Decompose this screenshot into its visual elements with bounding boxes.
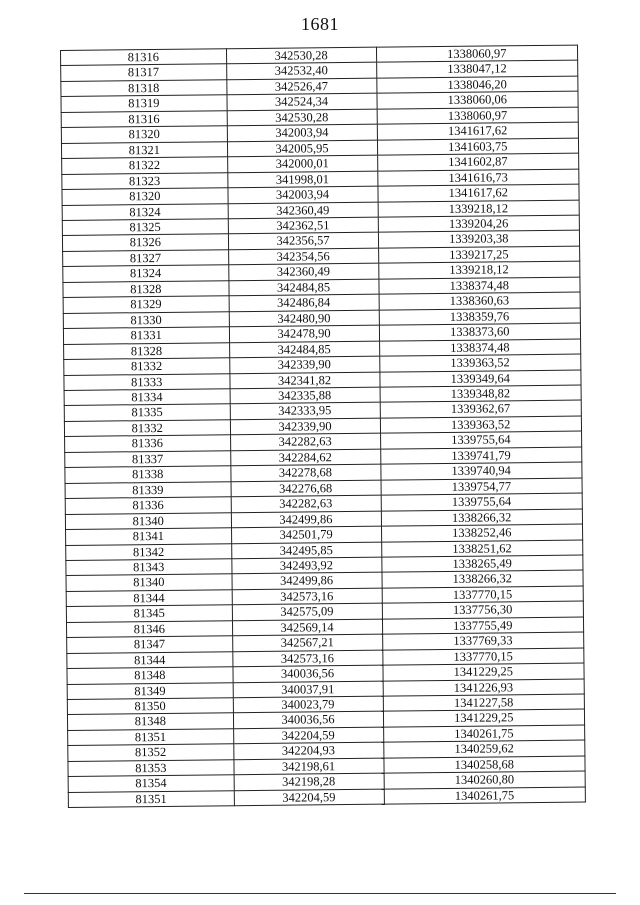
x-coordinate-cell: 340036,56 (233, 712, 383, 729)
point-number-cell: 81353 (68, 760, 234, 777)
point-number-cell: 81333 (64, 373, 230, 390)
y-coordinate-cell: 1338360,63 (379, 292, 581, 310)
x-coordinate-cell: 342499,86 (232, 573, 382, 590)
x-coordinate-cell: 342486,84 (229, 294, 379, 311)
x-coordinate-cell: 342333,95 (230, 403, 380, 420)
x-coordinate-cell: 340037,91 (233, 681, 383, 698)
x-coordinate-cell: 342278,68 (230, 464, 380, 481)
point-number-cell: 81350 (67, 698, 233, 715)
point-number-cell: 81339 (65, 481, 231, 498)
point-number-cell: 81332 (64, 358, 230, 375)
x-coordinate-cell: 342362,51 (228, 217, 378, 234)
point-number-cell: 81345 (66, 605, 232, 622)
y-coordinate-cell: 1340259,62 (383, 740, 585, 758)
x-coordinate-cell: 340036,56 (233, 665, 383, 682)
x-coordinate-cell: 342526,47 (226, 78, 376, 95)
x-coordinate-cell: 342198,61 (233, 758, 383, 775)
point-number-cell: 81348 (67, 667, 233, 684)
point-number-cell: 81347 (67, 636, 233, 653)
point-number-cell: 81334 (64, 389, 230, 406)
y-coordinate-cell: 1338266,32 (381, 570, 583, 588)
y-coordinate-cell: 1339741,79 (380, 447, 582, 465)
y-coordinate-cell: 1338374,48 (378, 277, 580, 295)
y-coordinate-cell: 1338060,97 (376, 45, 578, 63)
point-number-cell: 81320 (61, 126, 227, 143)
y-coordinate-cell: 1338252,46 (381, 524, 583, 542)
x-coordinate-cell: 342501,79 (231, 526, 381, 543)
y-coordinate-cell: 1339755,64 (380, 431, 582, 449)
point-number-cell: 81341 (66, 528, 232, 545)
y-coordinate-cell: 1338359,76 (379, 308, 581, 326)
y-coordinate-cell: 1340260,80 (384, 771, 586, 789)
coordinates-table-body (61, 45, 586, 808)
y-coordinate-cell: 1341617,62 (377, 122, 579, 140)
x-coordinate-cell: 342204,59 (233, 727, 383, 744)
y-coordinate-cell: 1338266,32 (381, 509, 583, 527)
point-number-cell: 81344 (66, 590, 232, 607)
y-coordinate-cell: 1341602,87 (377, 153, 579, 171)
point-number-cell: 81318 (61, 80, 227, 97)
point-number-cell: 81326 (62, 234, 228, 251)
x-coordinate-cell: 342354,56 (228, 248, 378, 265)
y-coordinate-cell: 1341226,93 (383, 679, 585, 697)
y-coordinate-cell: 1340261,75 (384, 787, 586, 805)
x-coordinate-cell: 342480,90 (229, 310, 379, 327)
x-coordinate-cell: 342530,28 (227, 109, 377, 126)
x-coordinate-cell: 342484,85 (228, 279, 378, 296)
point-number-cell: 81351 (68, 729, 234, 746)
x-coordinate-cell: 342575,09 (232, 603, 382, 620)
point-number-cell: 81340 (65, 512, 231, 529)
point-number-cell: 81337 (65, 451, 231, 468)
y-coordinate-cell: 1337770,15 (382, 648, 584, 666)
bottom-rule (24, 893, 616, 894)
y-coordinate-cell: 1338265,49 (381, 555, 583, 573)
y-coordinate-cell: 1337756,30 (382, 601, 584, 619)
x-coordinate-cell: 342005,95 (227, 140, 377, 157)
point-number-cell: 81321 (61, 141, 227, 158)
x-coordinate-cell: 342524,34 (227, 94, 377, 111)
x-coordinate-cell: 342495,85 (231, 542, 381, 559)
point-number-cell: 81351 (68, 790, 234, 807)
y-coordinate-cell: 1340258,68 (383, 756, 585, 774)
point-number-cell: 81336 (65, 435, 231, 452)
point-number-cell: 81319 (61, 95, 227, 112)
y-coordinate-cell: 1339348,82 (380, 385, 582, 403)
y-coordinate-cell: 1339204,26 (378, 215, 580, 233)
y-coordinate-cell: 1338060,97 (377, 107, 579, 125)
y-coordinate-cell: 1338060,06 (376, 91, 578, 109)
point-number-cell: 81340 (66, 574, 232, 591)
x-coordinate-cell: 342341,82 (229, 372, 379, 389)
x-coordinate-cell: 342339,90 (229, 356, 379, 373)
point-number-cell: 81316 (61, 49, 227, 66)
point-number-cell: 81324 (63, 265, 229, 282)
x-coordinate-cell: 342532,40 (226, 63, 376, 80)
x-coordinate-cell: 342530,28 (226, 47, 376, 64)
x-coordinate-cell: 342499,86 (231, 511, 381, 528)
point-number-cell: 81332 (64, 420, 230, 437)
point-number-cell: 81328 (63, 281, 229, 298)
point-number-cell: 81323 (62, 172, 228, 189)
point-number-cell: 81354 (68, 775, 234, 792)
x-coordinate-cell: 342339,90 (230, 418, 380, 435)
y-coordinate-cell: 1339740,94 (380, 462, 582, 480)
y-coordinate-cell: 1337769,33 (382, 632, 584, 650)
y-coordinate-cell: 1338374,48 (379, 339, 581, 357)
x-coordinate-cell: 342356,57 (228, 233, 378, 250)
x-coordinate-cell: 342567,21 (232, 634, 382, 651)
y-coordinate-cell: 1339203,38 (378, 231, 580, 249)
y-coordinate-cell: 1339349,64 (379, 370, 581, 388)
x-coordinate-cell: 340023,79 (233, 696, 383, 713)
y-coordinate-cell: 1339218,12 (378, 200, 580, 218)
point-number-cell: 81349 (67, 682, 233, 699)
y-coordinate-cell: 1339363,52 (379, 354, 581, 372)
y-coordinate-cell: 1341229,25 (382, 663, 584, 681)
point-number-cell: 81352 (68, 744, 234, 761)
x-coordinate-cell: 342569,14 (232, 619, 382, 636)
y-coordinate-cell: 1339363,52 (380, 416, 582, 434)
point-number-cell: 81342 (66, 543, 232, 560)
coordinates-table (60, 45, 586, 809)
point-number-cell: 81348 (67, 713, 233, 730)
y-coordinate-cell: 1341616,73 (377, 169, 579, 187)
y-coordinate-cell: 1341617,62 (377, 184, 579, 202)
x-coordinate-cell: 342360,49 (228, 202, 378, 219)
point-number-cell: 81344 (67, 651, 233, 668)
x-coordinate-cell: 342284,62 (230, 449, 380, 466)
point-number-cell: 81335 (64, 404, 230, 421)
y-coordinate-cell: 1339218,12 (378, 261, 580, 279)
y-coordinate-cell: 1339362,67 (380, 400, 582, 418)
page-number: 1681 (301, 14, 339, 34)
point-number-cell: 81330 (63, 311, 229, 328)
point-number-cell: 81327 (63, 250, 229, 267)
y-coordinate-cell: 1340261,75 (383, 725, 585, 743)
x-coordinate-cell: 342573,16 (232, 588, 382, 605)
y-coordinate-cell: 1339754,77 (381, 478, 583, 496)
y-coordinate-cell: 1338373,60 (379, 323, 581, 341)
y-coordinate-cell: 1341603,75 (377, 138, 579, 156)
x-coordinate-cell: 342276,68 (231, 480, 381, 497)
point-number-cell: 81324 (62, 203, 228, 220)
point-number-cell: 81329 (63, 296, 229, 313)
point-number-cell: 81320 (62, 188, 228, 205)
x-coordinate-cell: 342000,01 (227, 155, 377, 172)
x-coordinate-cell: 342282,63 (230, 433, 380, 450)
x-coordinate-cell: 342335,88 (230, 387, 380, 404)
x-coordinate-cell: 342360,49 (228, 264, 378, 281)
x-coordinate-cell: 342003,94 (227, 186, 377, 203)
point-number-cell: 81317 (61, 64, 227, 81)
y-coordinate-cell: 1338251,62 (381, 540, 583, 558)
x-coordinate-cell: 342204,59 (234, 789, 384, 806)
x-coordinate-cell: 342282,63 (231, 495, 381, 512)
x-coordinate-cell: 342198,28 (234, 773, 384, 790)
point-number-cell: 81328 (64, 342, 230, 359)
x-coordinate-cell: 342478,90 (229, 325, 379, 342)
x-coordinate-cell: 342573,16 (232, 650, 382, 667)
y-coordinate-cell: 1341229,25 (383, 710, 585, 728)
point-number-cell: 81346 (66, 620, 232, 637)
x-coordinate-cell: 342003,94 (227, 124, 377, 141)
point-number-cell: 81343 (66, 559, 232, 576)
y-coordinate-cell: 1338046,20 (376, 76, 578, 94)
point-number-cell: 81325 (62, 219, 228, 236)
y-coordinate-cell: 1337755,49 (382, 617, 584, 635)
point-number-cell: 81331 (63, 327, 229, 344)
point-number-cell: 81336 (65, 497, 231, 514)
y-coordinate-cell: 1338047,12 (376, 61, 578, 79)
y-coordinate-cell: 1337770,15 (382, 586, 584, 604)
y-coordinate-cell: 1339217,25 (378, 246, 580, 264)
x-coordinate-cell: 342484,85 (229, 341, 379, 358)
y-coordinate-cell: 1341227,58 (383, 694, 585, 712)
point-number-cell: 81338 (65, 466, 231, 483)
point-number-cell: 81316 (61, 111, 227, 128)
y-coordinate-cell: 1339755,64 (381, 493, 583, 511)
x-coordinate-cell: 342493,92 (231, 557, 381, 574)
point-number-cell: 81322 (62, 157, 228, 174)
x-coordinate-cell: 342204,93 (233, 743, 383, 760)
x-coordinate-cell: 341998,01 (227, 171, 377, 188)
